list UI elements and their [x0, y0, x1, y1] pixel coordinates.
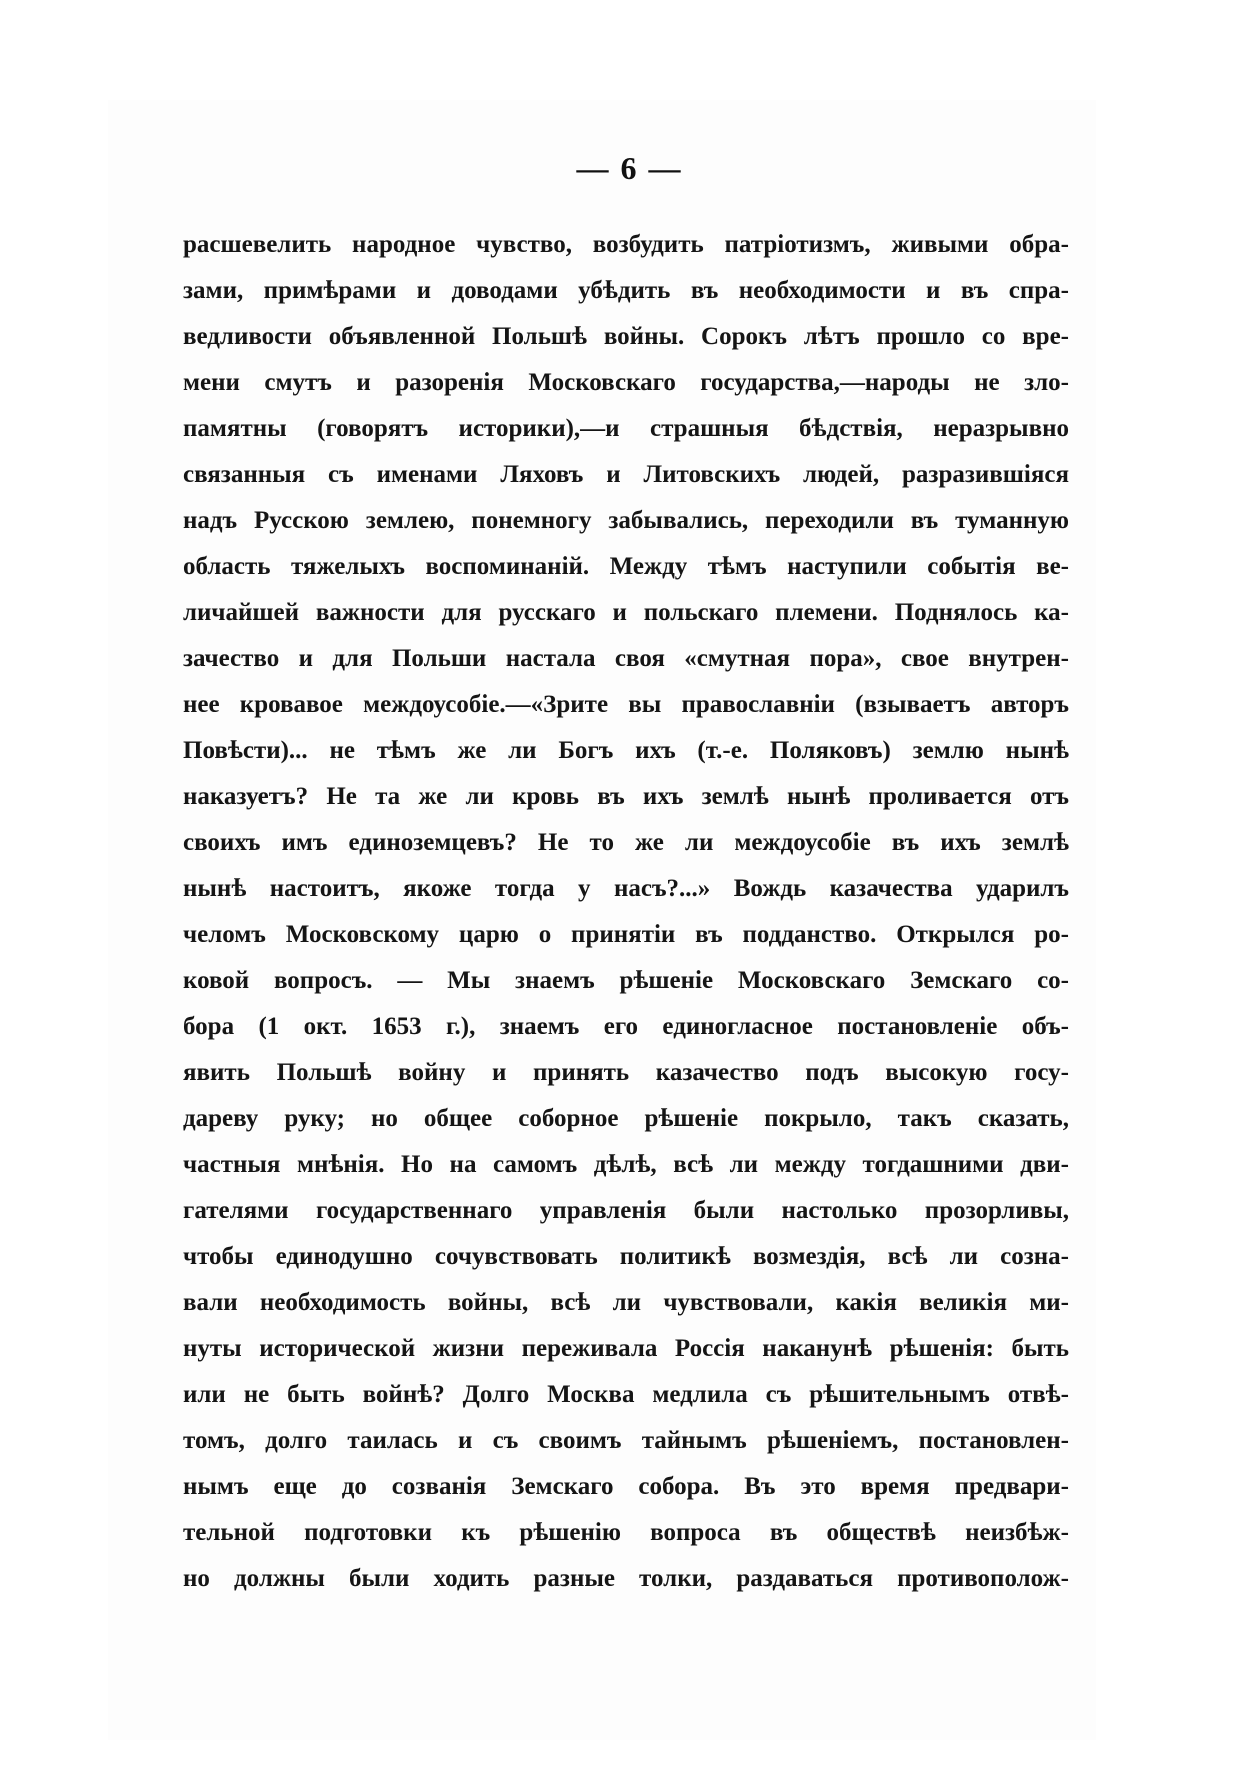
text-line: зачество и для Польши настала своя «смутная пора», свое внутрен- — [183, 645, 1069, 672]
text-line: или не быть войнѣ? Долго Москва медлила съ рѣшительнымъ отвѣ- — [183, 1381, 1069, 1408]
text-line: явить Польшѣ войну и принять казачество подъ высокую госу- — [183, 1059, 1069, 1086]
text-line: челомъ Московскому царю о принятіи въ подданство. Открылся ро- — [183, 921, 1069, 948]
text-line: нее кровавое междоусобіе.—«Зрите вы православніи (взываетъ авторъ — [183, 691, 1069, 718]
text-line: ковой вопросъ. — Мы знаемъ рѣшеніе Московскаго Земскаго со- — [183, 967, 1069, 994]
text-line: зами, примѣрами и доводами убѣдить въ необходимости и въ спра- — [183, 277, 1069, 304]
text-line: ведливости объявленной Польшѣ войны. Сорокъ лѣтъ прошло со вре- — [183, 323, 1069, 350]
page-number: — 6 — — [576, 150, 683, 186]
body-text — [183, 222, 1069, 1602]
text-line: вали необходимость войны, всѣ ли чувствовали, какія великія ми- — [183, 1289, 1069, 1316]
text-line: нымъ еще до созванія Земскаго собора. Въ это время предвари- — [183, 1473, 1069, 1500]
text-line: Повѣсти)... не тѣмъ же ли Богъ ихъ (т.-е. Поляковъ) землю нынѣ — [183, 737, 1069, 764]
text-line: памятны (говорятъ историки),—и страшныя бѣдствія, неразрывно — [183, 415, 1069, 442]
text-line: томъ, долго таилась и съ своимъ тайнымъ рѣшеніемъ, постановлен- — [183, 1427, 1069, 1454]
text-line: чтобы единодушно сочувствовать политикѣ возмездія, всѣ ли созна- — [183, 1243, 1069, 1270]
text-line: наказуетъ? Не та же ли кровь въ ихъ землѣ нынѣ проливается отъ — [183, 783, 1069, 810]
text-line: своихъ имъ единоземцевъ? Не то же ли междоусобіе въ ихъ землѣ — [183, 829, 1069, 856]
text-line: но должны были ходить разные толки, раздаваться противополож- — [183, 1565, 1069, 1592]
text-line: частныя мнѣнія. Но на самомъ дѣлѣ, всѣ ли между тогдашними дви- — [183, 1151, 1069, 1178]
text-line: связанныя съ именами Ляховъ и Литовскихъ людей, разразившіяся — [183, 461, 1069, 488]
text-line: личайшей важности для русскаго и польскаго племени. Поднялось ка- — [183, 599, 1069, 626]
text-line: нынѣ настоитъ, якоже тогда у насъ?...» Вождь казачества ударилъ — [183, 875, 1069, 902]
text-line: дареву руку; но общее соборное рѣшеніе покрыло, такъ сказать, — [183, 1105, 1069, 1132]
text-line: мени смутъ и разоренія Московскаго государства,—народы не зло- — [183, 369, 1069, 396]
text-line: тельной подготовки къ рѣшенію вопроса въ обществѣ неизбѣж- — [183, 1519, 1069, 1546]
text-line: гателями государственнаго управленія были настолько прозорливы, — [183, 1197, 1069, 1224]
text-line: надъ Русскою землею, понемногу забывались, переходили въ туманную — [183, 507, 1069, 534]
text-line: бора (1 окт. 1653 г.), знаемъ его единогласное постановленіе объ- — [183, 1013, 1069, 1040]
text-line: область тяжелыхъ воспоминаній. Между тѣмъ наступили событія ве- — [183, 553, 1069, 580]
text-line: нуты исторической жизни переживала Россія наканунѣ рѣшенія: быть — [183, 1335, 1069, 1362]
text-line: расшевелить народное чувство, возбудить патріотизмъ, живыми обра- — [183, 231, 1069, 258]
